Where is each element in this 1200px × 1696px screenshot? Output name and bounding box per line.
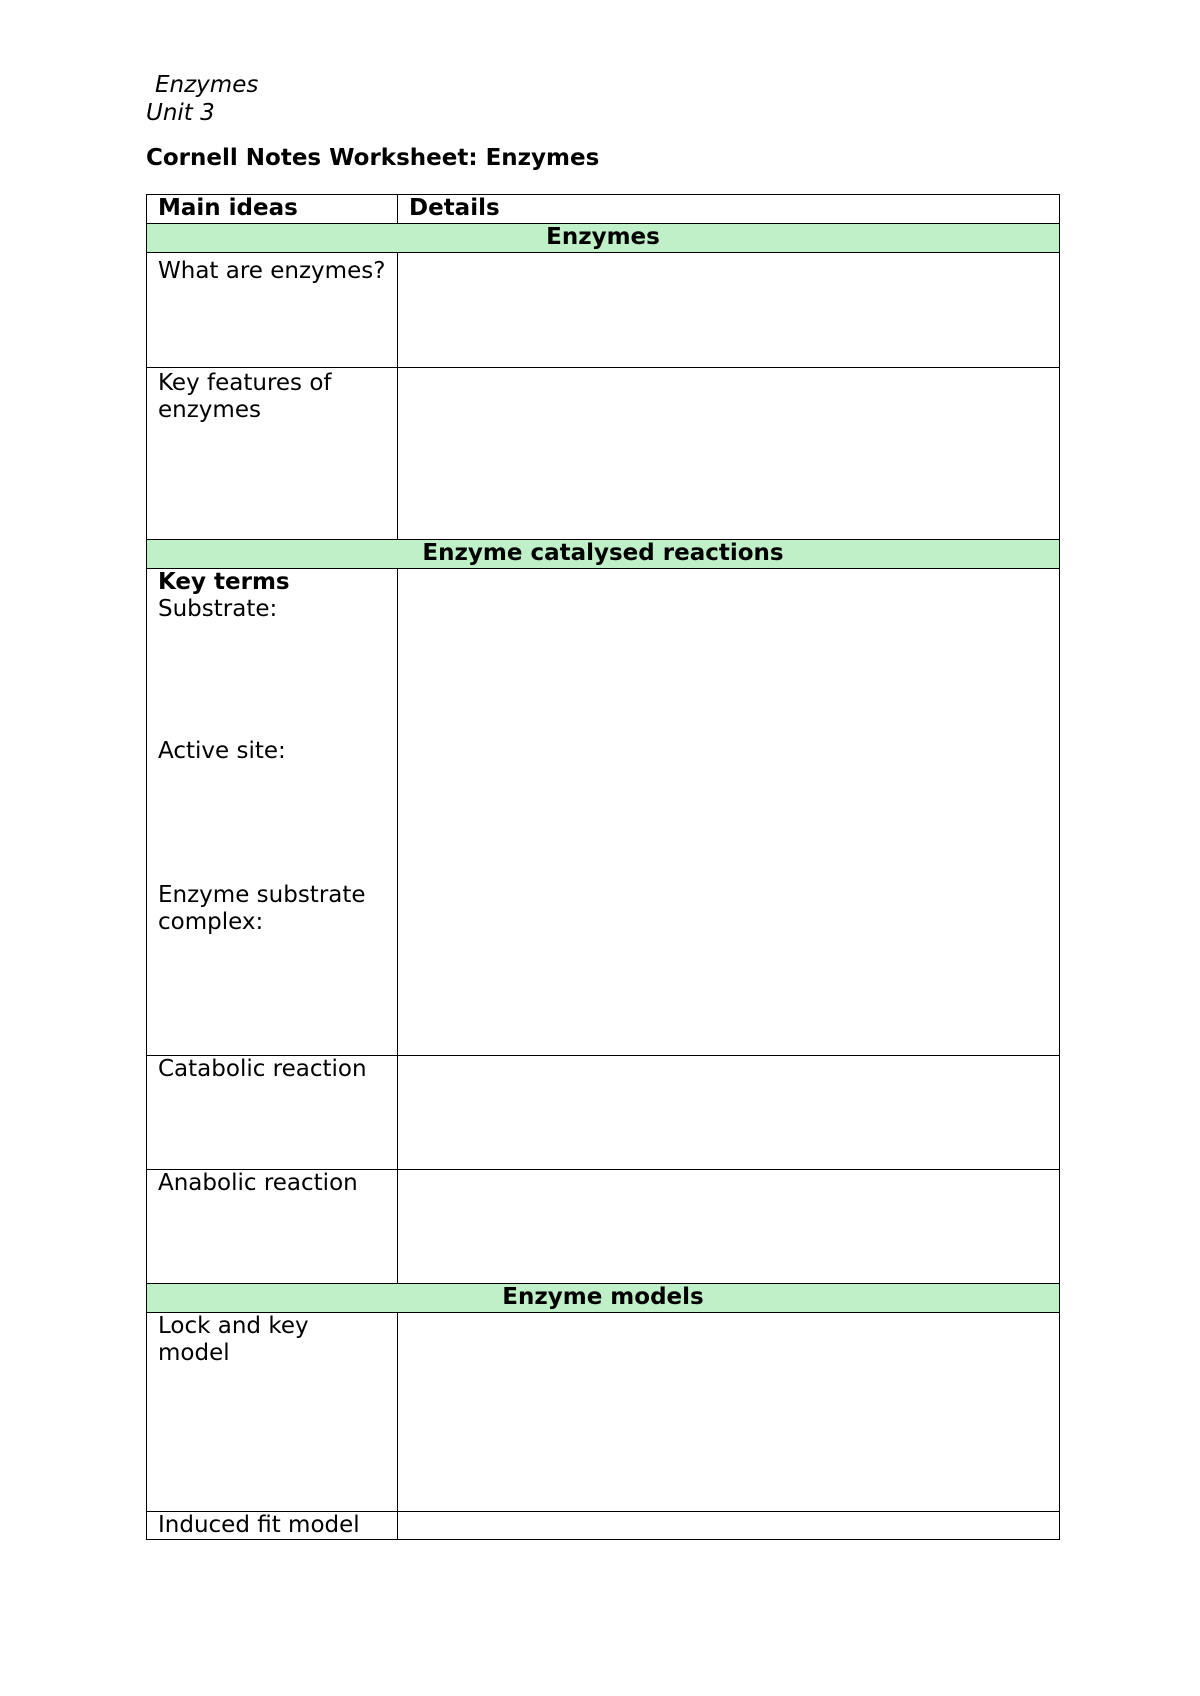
main-idea-anabolic-reaction: Anabolic reaction (158, 1170, 358, 1196)
section-heading-row (147, 224, 1060, 253)
table-row (147, 1512, 1060, 1540)
details-cell[interactable] (398, 253, 1060, 368)
section-heading-enzyme-models: Enzyme models (147, 1284, 1060, 1313)
details-cell[interactable] (398, 368, 1060, 540)
main-idea-cell (147, 1170, 398, 1284)
details-cell[interactable] (398, 1512, 1060, 1540)
table-row (147, 1056, 1060, 1170)
table-row (147, 253, 1060, 368)
details-cell[interactable] (398, 1313, 1060, 1512)
column-header-details: Details (398, 195, 1060, 224)
header-topic: Enzymes (155, 72, 259, 98)
key-term-active-site: Active site: (158, 738, 286, 764)
section-heading-row (147, 540, 1060, 569)
main-idea-cell (147, 1512, 398, 1540)
section-heading-enzymes: Enzymes (147, 224, 1060, 253)
table-header-row (147, 195, 1060, 224)
table-row (147, 1313, 1060, 1512)
main-idea-key-features: Key features of enzymes (158, 370, 332, 423)
key-terms-heading: Key terms (158, 569, 290, 595)
table-row (147, 368, 1060, 540)
main-idea-catabolic-reaction: Catabolic reaction (158, 1056, 367, 1082)
section-heading-enzyme-catalysed-reactions: Enzyme catalysed reactions (147, 540, 1060, 569)
main-idea-cell (147, 368, 398, 540)
cornell-notes-table (146, 194, 1060, 1540)
column-header-main-ideas: Main ideas (147, 195, 398, 224)
main-idea-cell (147, 1313, 398, 1512)
header-unit: Unit 3 (146, 100, 215, 126)
main-idea-lock-and-key-model: Lock and key model (158, 1313, 309, 1366)
table-row (147, 569, 1060, 1056)
main-idea-what-are-enzymes: What are enzymes? (158, 258, 386, 284)
table-row (147, 1170, 1060, 1284)
details-cell[interactable] (398, 1056, 1060, 1170)
details-cell[interactable] (398, 569, 1060, 1056)
main-idea-cell (147, 569, 398, 1056)
section-heading-row (147, 1284, 1060, 1313)
main-idea-cell (147, 1056, 398, 1170)
details-cell[interactable] (398, 1170, 1060, 1284)
key-term-enzyme-substrate-complex: Enzyme substrate complex: (158, 882, 366, 935)
key-term-substrate: Substrate: (158, 596, 278, 622)
main-idea-cell (147, 253, 398, 368)
document-title: Cornell Notes Worksheet: Enzymes (146, 145, 600, 171)
main-idea-induced-fit-model: Induced fit model (158, 1512, 360, 1538)
